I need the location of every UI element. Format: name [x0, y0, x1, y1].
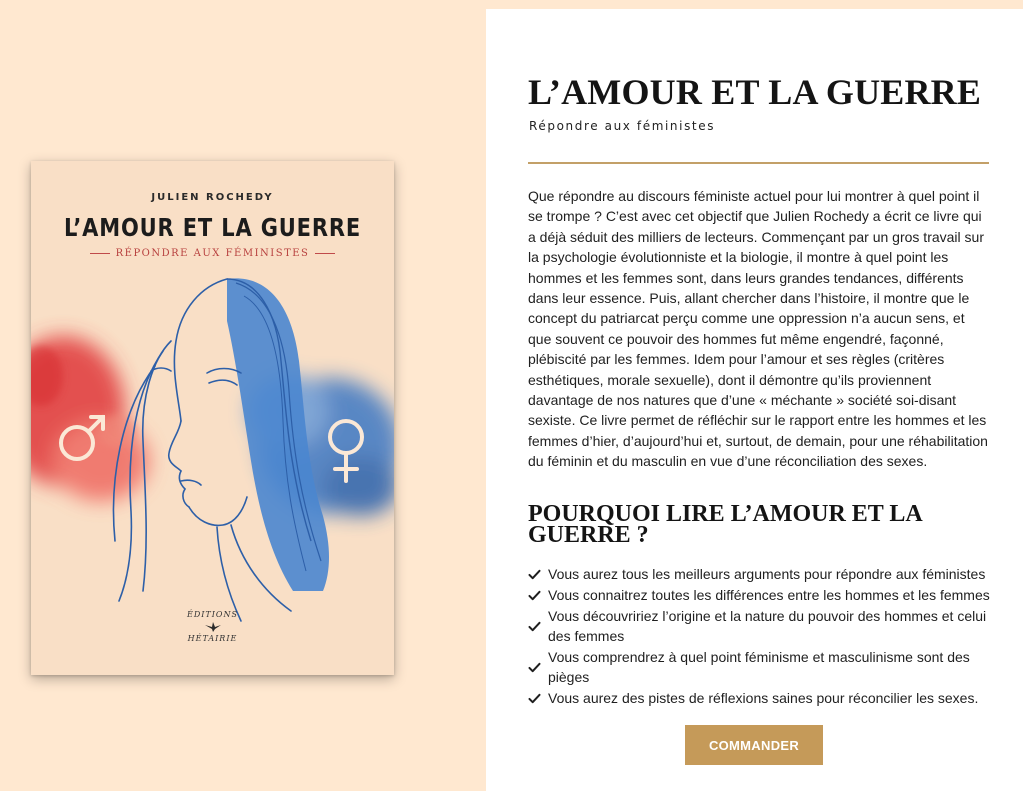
- why-heading: POURQUOI LIRE L’AMOUR ET LA GUERRE ?: [528, 501, 922, 548]
- benefit-item: [528, 585, 998, 605]
- book-description: Que répondre au discours féministe actuel pour lui montrer à quel point il se trompe ? C’est avec cet objectif que Julien Rochedy a écrit ce livre qui a déjà séduit des milliers de lecteurs. Commençant par un gros travail sur la psychologie évolutionniste et la biologie, il montre à quel point les hommes et les femmes sont, dans leurs grandes tendances, différents dans leur essence. Puis, allant chercher dans l’histoire, il montre que le concept du patriarcat perçu comme une oppression n’a aucun sens, et que souvent ce pouvoir des hommes fut même engendré, façonné, plébiscité par les femmes. Idem pour l’amour et ses règles (critères esthétiques, morale sexuelle), dont il démontre qu’ils proviennent davantage de nos natures que d’une « méchante » société soi-disant sexiste. Ce livre permet de réfléchir sur le rapport entre les hommes et les femmes d’hier, d’aujourd’hui et, surtout, de demain, pour une réhabilitation du féminin et du masculin en vue d’une réconciliation des sexes.: [528, 188, 988, 470]
- check-icon: [528, 588, 548, 602]
- left-panel: [0, 0, 486, 791]
- check-icon: [528, 660, 548, 674]
- benefit-item: [528, 606, 998, 646]
- cover-publisher-top: ÉDITIONS: [187, 610, 238, 619]
- benefit-text: Vous connaitrez toutes les différences entre les hommes et les femmes: [548, 587, 990, 603]
- cover-subtitle: RÉPONDRE AUX FÉMINISTES: [115, 248, 310, 259]
- gold-divider: [528, 162, 989, 164]
- cover-publisher-bottom: HÉTAIRIE: [187, 634, 238, 643]
- benefit-item: [528, 647, 998, 687]
- benefit-text: Vous aurez tous les meilleurs arguments pour répondre aux féministes: [548, 566, 986, 582]
- benefits-list: [528, 564, 998, 709]
- benefit-text: Vous comprendrez à quel point féminisme et masculinisme sont des pièges: [548, 649, 970, 685]
- benefit-text: Vous découvririez l’origine et la nature du pouvoir des hommes et celui des femmes: [548, 608, 987, 644]
- check-icon: [528, 567, 548, 581]
- cover-author: JULIEN ROCHEDY: [151, 192, 274, 203]
- order-button[interactable]: COMMANDER: [685, 725, 823, 765]
- right-panel: [486, 9, 1023, 791]
- benefit-item: [528, 688, 998, 708]
- check-icon: [528, 691, 548, 705]
- cover-rule-right: [315, 253, 335, 254]
- publisher-bird-icon: [204, 621, 222, 633]
- benefit-item: [528, 564, 998, 584]
- cover-subtitle-row: [31, 248, 394, 259]
- cover-rule-left: [90, 253, 110, 254]
- book-cover: [31, 161, 394, 675]
- benefit-text: Vous aurez des pistes de réflexions saines pour réconcilier les sexes.: [548, 690, 979, 706]
- check-icon: [528, 619, 548, 633]
- page-title: L’AMOUR ET LA GUERRE: [528, 72, 982, 112]
- cover-title: L’AMOUR ET LA GUERRE: [63, 213, 362, 242]
- page-subtitle: Répondre aux féministes: [529, 119, 716, 133]
